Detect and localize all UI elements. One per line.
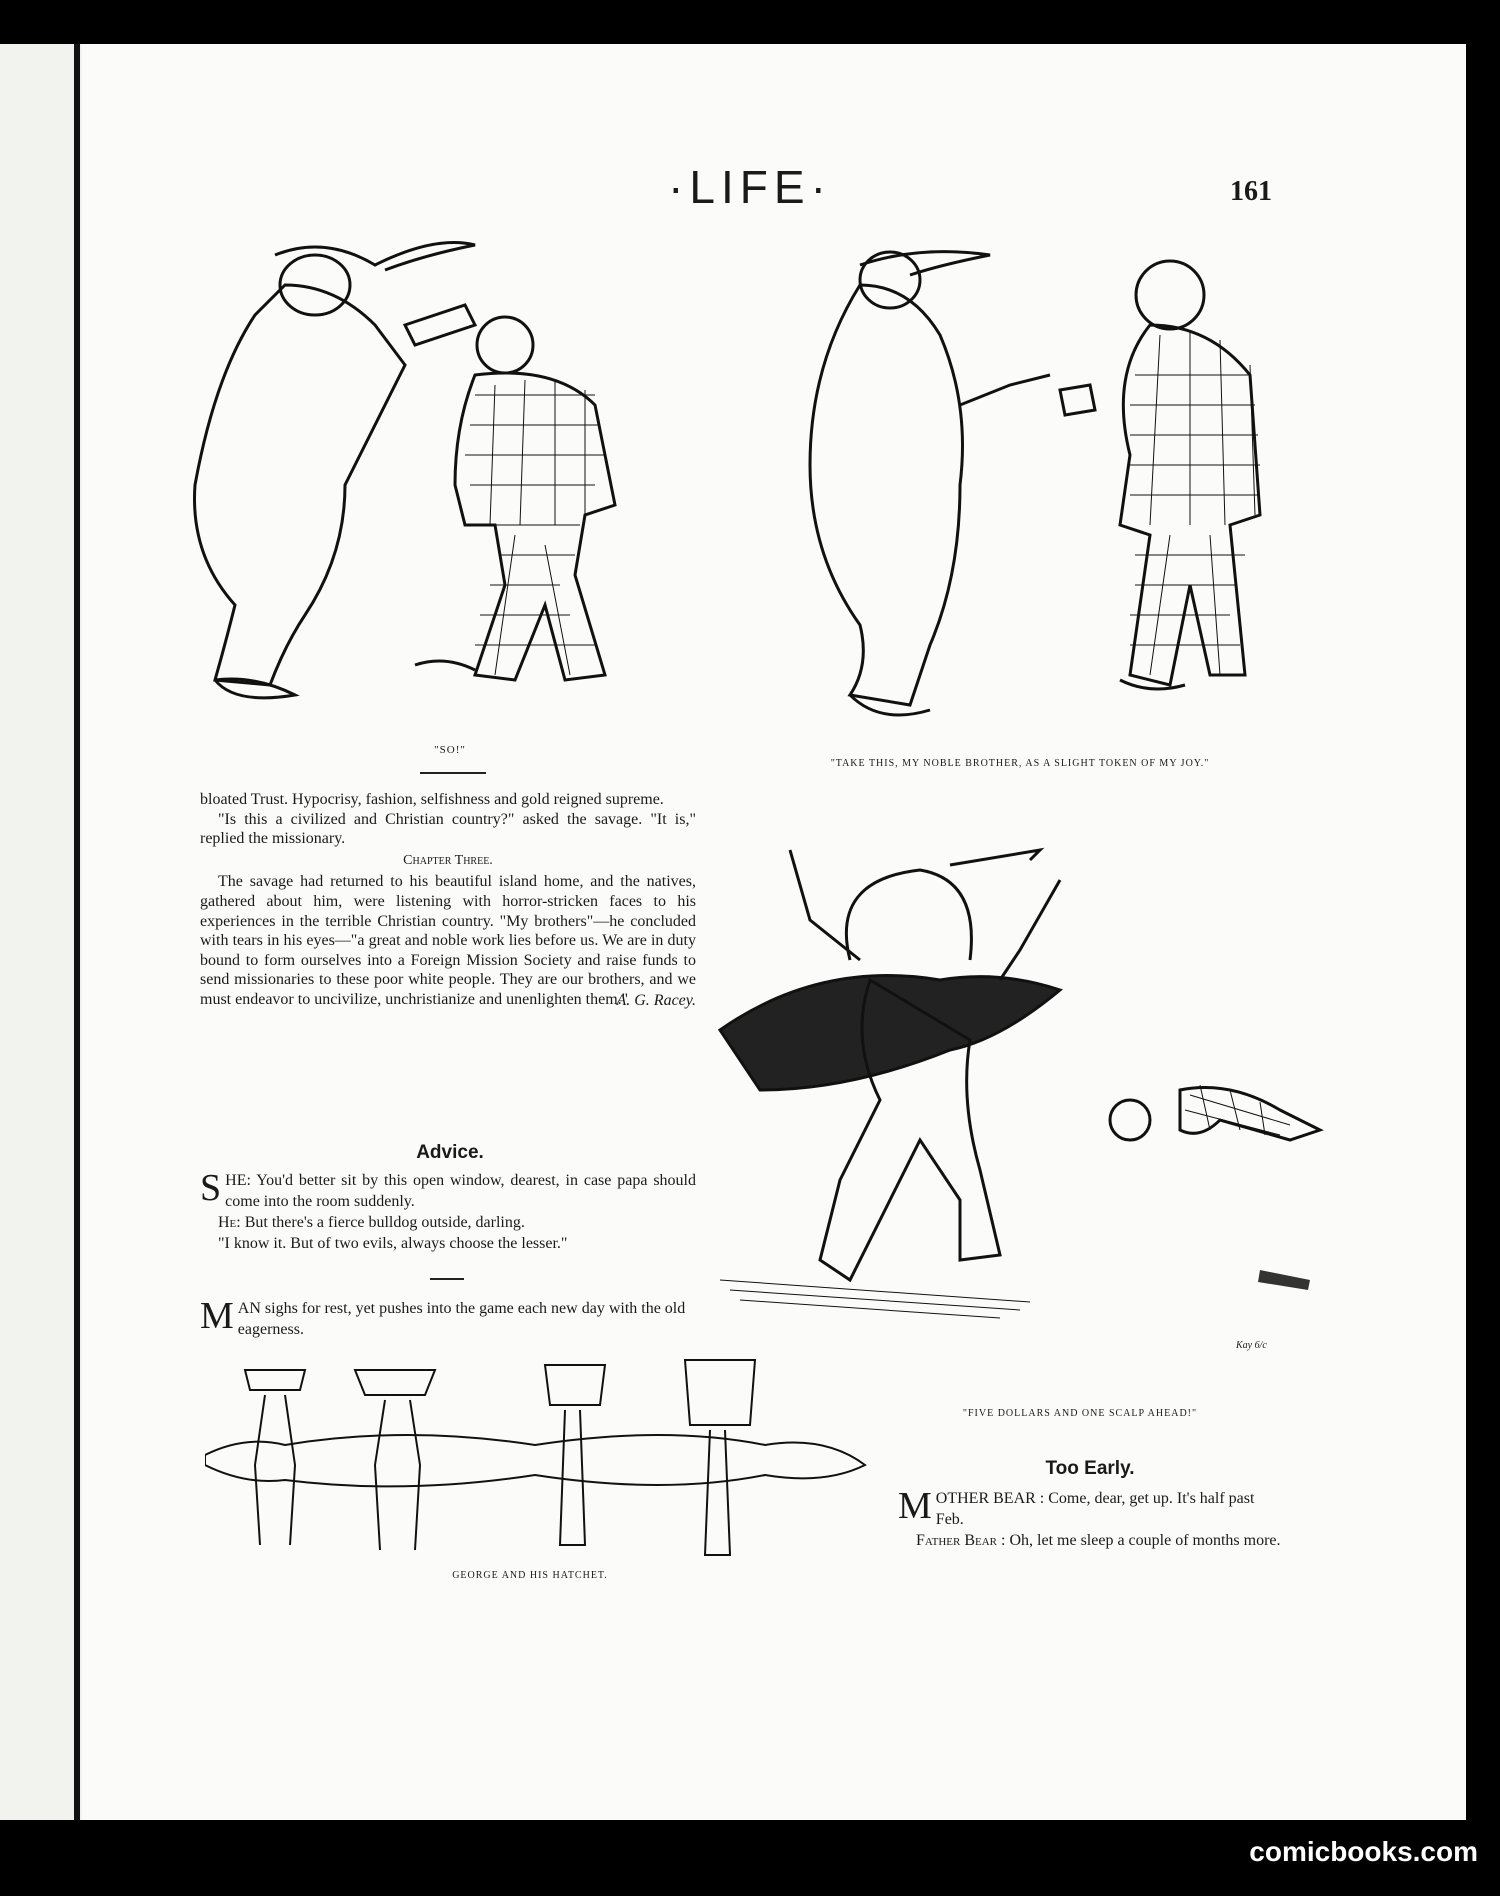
- drop-cap: S: [200, 1167, 222, 1209]
- dialogue-text: : You'd better sit by this open window, dearest, in case papa should come into the room suddenly.: [225, 1172, 696, 1210]
- advice-reply: "I know it. But of two evils, always choose the lesser.": [218, 1235, 568, 1252]
- illustration-george-hatchet: [205, 1355, 875, 1570]
- story-paragraph: bloated Trust. Hypocrisy, fashion, selfishness and gold reigned supreme.: [200, 791, 664, 808]
- man-text: AN sighs for rest, yet pushes into the game each new day with the old eagerness.: [237, 1300, 686, 1338]
- advice-she-line: [200, 1167, 696, 1212]
- drop-cap: M: [898, 1485, 932, 1527]
- too-early-text: [898, 1485, 1284, 1551]
- story-column: [200, 790, 696, 1010]
- advice-text: [200, 1167, 696, 1254]
- dialogue-text: Come, dear, get up. It's half past Feb.: [935, 1490, 1255, 1528]
- previous-page-edge: [0, 44, 82, 1820]
- artist-signature: Kay 6/c: [1236, 1340, 1267, 1351]
- page-number: 161: [1230, 176, 1272, 207]
- father-bear-line: [898, 1530, 1284, 1551]
- too-early-heading: Too Early.: [1045, 1458, 1135, 1479]
- magazine-title: ·LIFE·: [668, 161, 832, 213]
- dialogue-text: Oh, let me sleep a couple of months more.: [1009, 1532, 1281, 1549]
- caption-rule: [420, 772, 486, 774]
- hatchet-caption: GEORGE AND HIS HATCHET.: [452, 1570, 608, 1581]
- chapter-heading: Chapter Three.: [403, 852, 493, 868]
- drop-cap: M: [200, 1295, 234, 1337]
- story-paragraph: The savage had returned to his beautiful island home, and the natives, gathered about him, were listening with horror-stricken faces to his experiences in the terrible Christian country. "My brothers"—he concluded with tears in his eyes—"a great and noble work lies before us. We are in duty bound to form ourselves into a Foreign Mission Society and raise funds to send missionaries to these poor white people. They are our brothers, and we must endeavor to uncivilize, unchristianize and unenlighten them.": [200, 873, 696, 1008]
- panel2-caption: "TAKE THIS, MY NOBLE BROTHER, AS A SLIGHT TOKEN OF MY JOY.": [830, 758, 1210, 769]
- dialogue-text: : But there's a fierce bulldog outside, darling.: [236, 1214, 525, 1231]
- man-paragraph: [200, 1295, 696, 1340]
- mother-bear-line: [898, 1485, 1284, 1530]
- watermark-text: comicbooks.com: [1249, 1836, 1478, 1867]
- panel3-caption: "FIVE DOLLARS AND ONE SCALP AHEAD!": [962, 1408, 1198, 1419]
- advice-he-line: [200, 1212, 696, 1233]
- illustration-panel-token: [790, 225, 1290, 745]
- story-paragraph: "Is this a civilized and Christian country?" asked the savage. "It is," replied the missionary.: [200, 810, 696, 848]
- author-signature: A. G. Racey.: [616, 991, 696, 1009]
- panel1-caption: "SO!": [434, 744, 466, 756]
- illustration-panel-scalp: [700, 840, 1340, 1360]
- speaker-label: OTHER BEAR :: [935, 1490, 1045, 1507]
- section-rule: [430, 1278, 464, 1280]
- binding-gutter: [74, 44, 80, 1820]
- speaker-label: Father Bear :: [916, 1532, 1006, 1549]
- illustration-panel-so: [175, 225, 735, 745]
- speaker-label: He: [218, 1214, 237, 1231]
- speaker-label: HE: [225, 1172, 247, 1189]
- advice-heading: Advice.: [416, 1142, 484, 1163]
